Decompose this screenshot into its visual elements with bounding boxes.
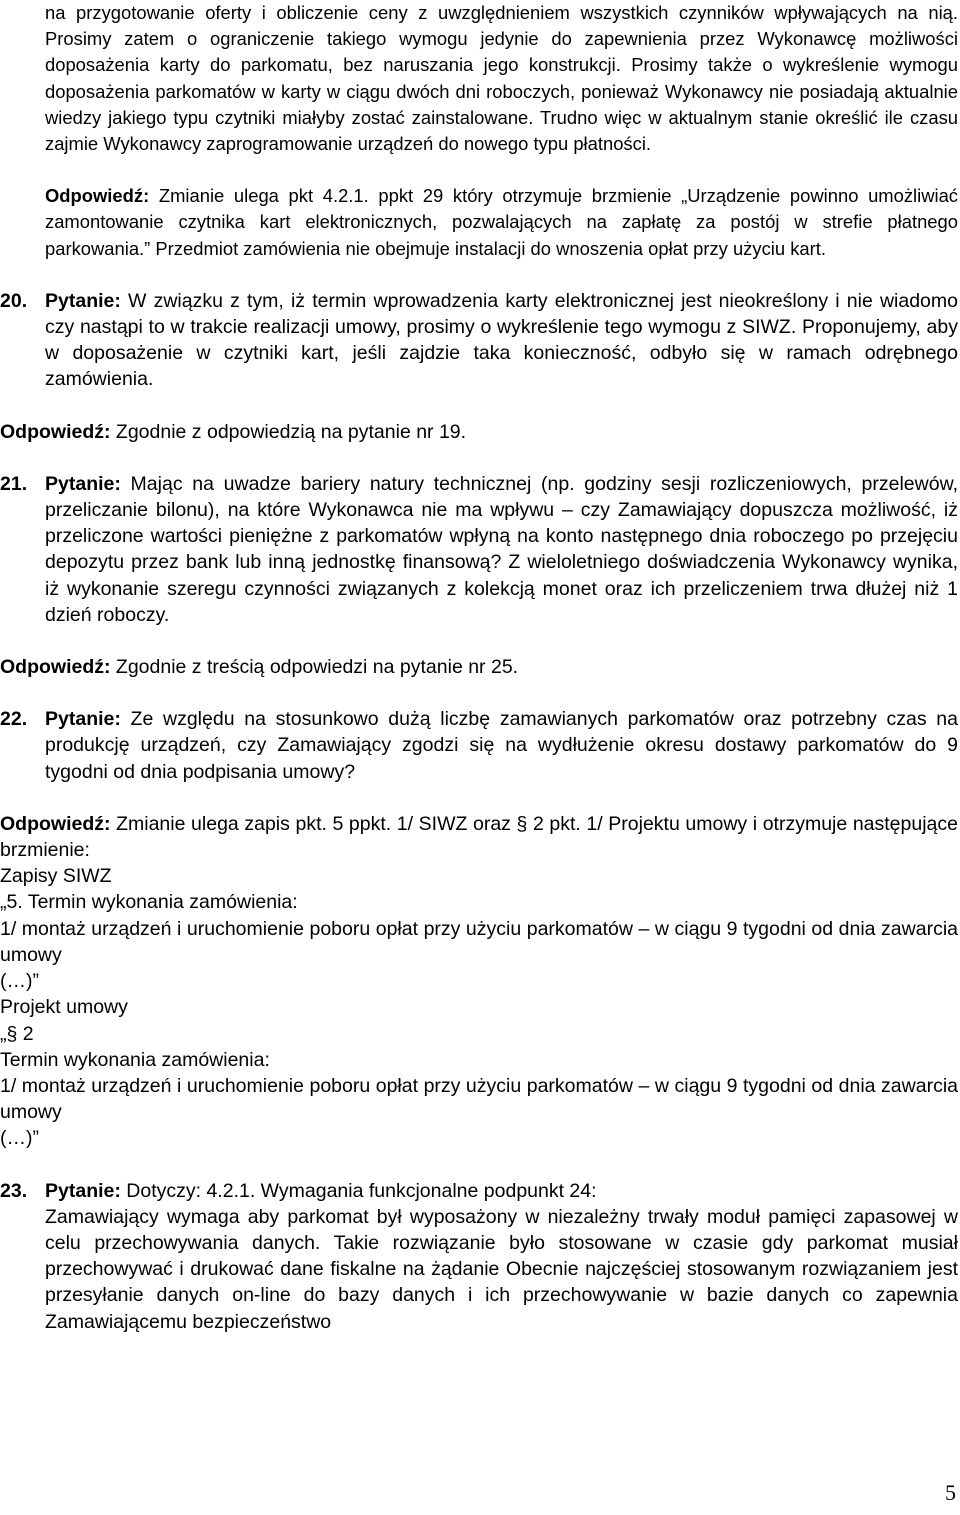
question-label: Pytanie:: [45, 472, 121, 495]
question-number: 22.: [0, 708, 28, 731]
answer-22-line: (…)”: [0, 1127, 39, 1150]
question-label: Pytanie:: [45, 289, 121, 312]
question-number: 20.: [0, 289, 28, 312]
answer-20: [0, 419, 958, 445]
answer-label: Odpowiedź:: [0, 812, 111, 835]
answer-22-line: Zapisy SIWZ: [0, 865, 112, 888]
answer-22-line: 1/ montaż urządzeń i uruchomienie poboru opłat przy użyciu parkomatów – w ciągu 9 tygodni od dnia zawarcia umowy: [0, 1074, 958, 1124]
question-text: Pytanie: Dotyczy: 4.2.1. Wymagania funkcjonalne podpunkt 24:: [45, 1179, 597, 1202]
question-number: 21.: [0, 472, 28, 495]
question-label: Pytanie:: [45, 1179, 121, 1202]
question-23-paragraph: Zamawiający wymaga aby parkomat był wyposażony w niezależny trwały moduł pamięci zapasowej w celu przechowywania danych. Takie rozwiązanie było stosowane w czasie gdy parkomat musiał przechowywać i drukować dane fiskalne na żądanie Obecnie najczęściej stosowanym rozwiązaniem jest przesyłanie danych on-line do bazy danych i ich przechowywanie w bazie danych co zapewnia Zamawiającemu bezpieczeństwo: [45, 1205, 958, 1333]
question-text: Pytanie: Mając na uwadze bariery natury technicznej (np. godziny sesji rozliczeniowych, przelewów, przeliczanie bilonu), na które Wykonawca nie ma wpływu – czy Zamawiający dopuszcza możliwość, iż przeliczone wartości pieniężne z parkomatów wpłyną na konto następnego dnia roboczego po przejęciu depozytu przez bank lub inną jednostkę finansową? Z wieloletniego doświadczenia Wykonawcy wynika, iż wykonanie szeregu czynności związanych z kolekcją monet oraz ich przeliczeniem trwa dłużej niż 1 dzień roboczy.: [45, 472, 958, 626]
answer-22-line: Projekt umowy: [0, 996, 128, 1019]
answer-22-line: „5. Termin wykonania zamówienia:: [0, 891, 298, 914]
answer-label: Odpowiedź:: [0, 420, 111, 443]
question-label: Pytanie:: [45, 708, 121, 731]
answer-22-line: (…)”: [0, 970, 39, 993]
question-text: Pytanie: W związku z tym, iż termin wprowadzenia karty elektronicznej jest nieokreślony i nie wiadomo czy nastąpi to w trakcie realizacji umowy, prosimy o wykreślenie tego wymogu z SIWZ. Proponujemy, aby w doposażenie w czytniki kart, jeśli zajdzie taka konieczność, odbyło się w ramach odrębnego zamówienia.: [45, 289, 958, 391]
question-text: Pytanie: Ze względu na stosunkowo dużą liczbę zamawianych parkomatów oraz potrzebny czas na produkcję urządzeń, czy Zamawiający zgodzi się na wydłużenie okresu dostawy parkomatów do 9 tygodni od dnia podpisania umowy?: [45, 708, 958, 783]
question-21: [0, 471, 958, 628]
answer-label: Odpowiedź:: [45, 185, 150, 207]
intro-answer: [45, 183, 958, 262]
answer-22-line: „§ 2: [0, 1022, 34, 1045]
intro-paragraph: na przygotowanie oferty i obliczenie ceny z uwzględnieniem wszystkich czynników wpływających na nią. Prosimy zatem o ograniczenie takiego wymogu jedynie do zapewnienia przez Wykonawcę możliwości doposażenia karty do parkomatu, bez naruszania jego konstrukcji. Prosimy także o wykreślenie wymogu doposażenia parkomatów w karty w ciągu dwóch dni roboczych, ponieważ Wykonawcy nie posiadają aktualnie wiedzy jakiego typu czytniki miałyby zostać zainstalowane. Trudno więc w aktualnym stanie określić ile czasu zajmie Wykonawcy zaprogramowanie urządzeń do nowego typu płatności.: [45, 2, 958, 155]
answer-text: Zgodnie z treścią odpowiedzi na pytanie nr 25.: [110, 656, 519, 679]
question-20: [0, 288, 958, 393]
question-22: [0, 706, 958, 785]
answer-22: [0, 811, 958, 863]
answer-22-line: 1/ montaż urządzeń i uruchomienie poboru opłat przy użyciu parkomatów – w ciągu 9 tygodni od dnia zawarcia umowy: [0, 917, 958, 966]
answer-text: Zmianie ulega pkt 4.2.1. ppkt 29 który otrzymuje brzmienie „Urządzenie powinno umożliwiać zamontowanie czytnika kart elektronicznych, pozwalających na zapłatę za postój w strefie płatnego parkowania.” Przedmiot zamówienia nie obejmuje instalacji do wnoszenia opłat przy użyciu kart.: [45, 185, 958, 259]
page-number: 5: [945, 1480, 956, 1505]
answer-text: Zgodnie z odpowiedzią na pytanie nr 19.: [110, 420, 467, 443]
answer-21: [0, 654, 958, 680]
answer-22-line: Termin wykonania zamówienia:: [0, 1048, 270, 1071]
question-number: 23.: [0, 1179, 28, 1202]
answer-label: Odpowiedź:: [0, 656, 111, 679]
question-23: [0, 1178, 958, 1335]
answer-text: Zmianie ulega zapis pkt. 5 ppkt. 1/ SIWZ oraz § 2 pkt. 1/ Projektu umowy i otrzymuje następujące brzmienie:: [0, 812, 958, 862]
